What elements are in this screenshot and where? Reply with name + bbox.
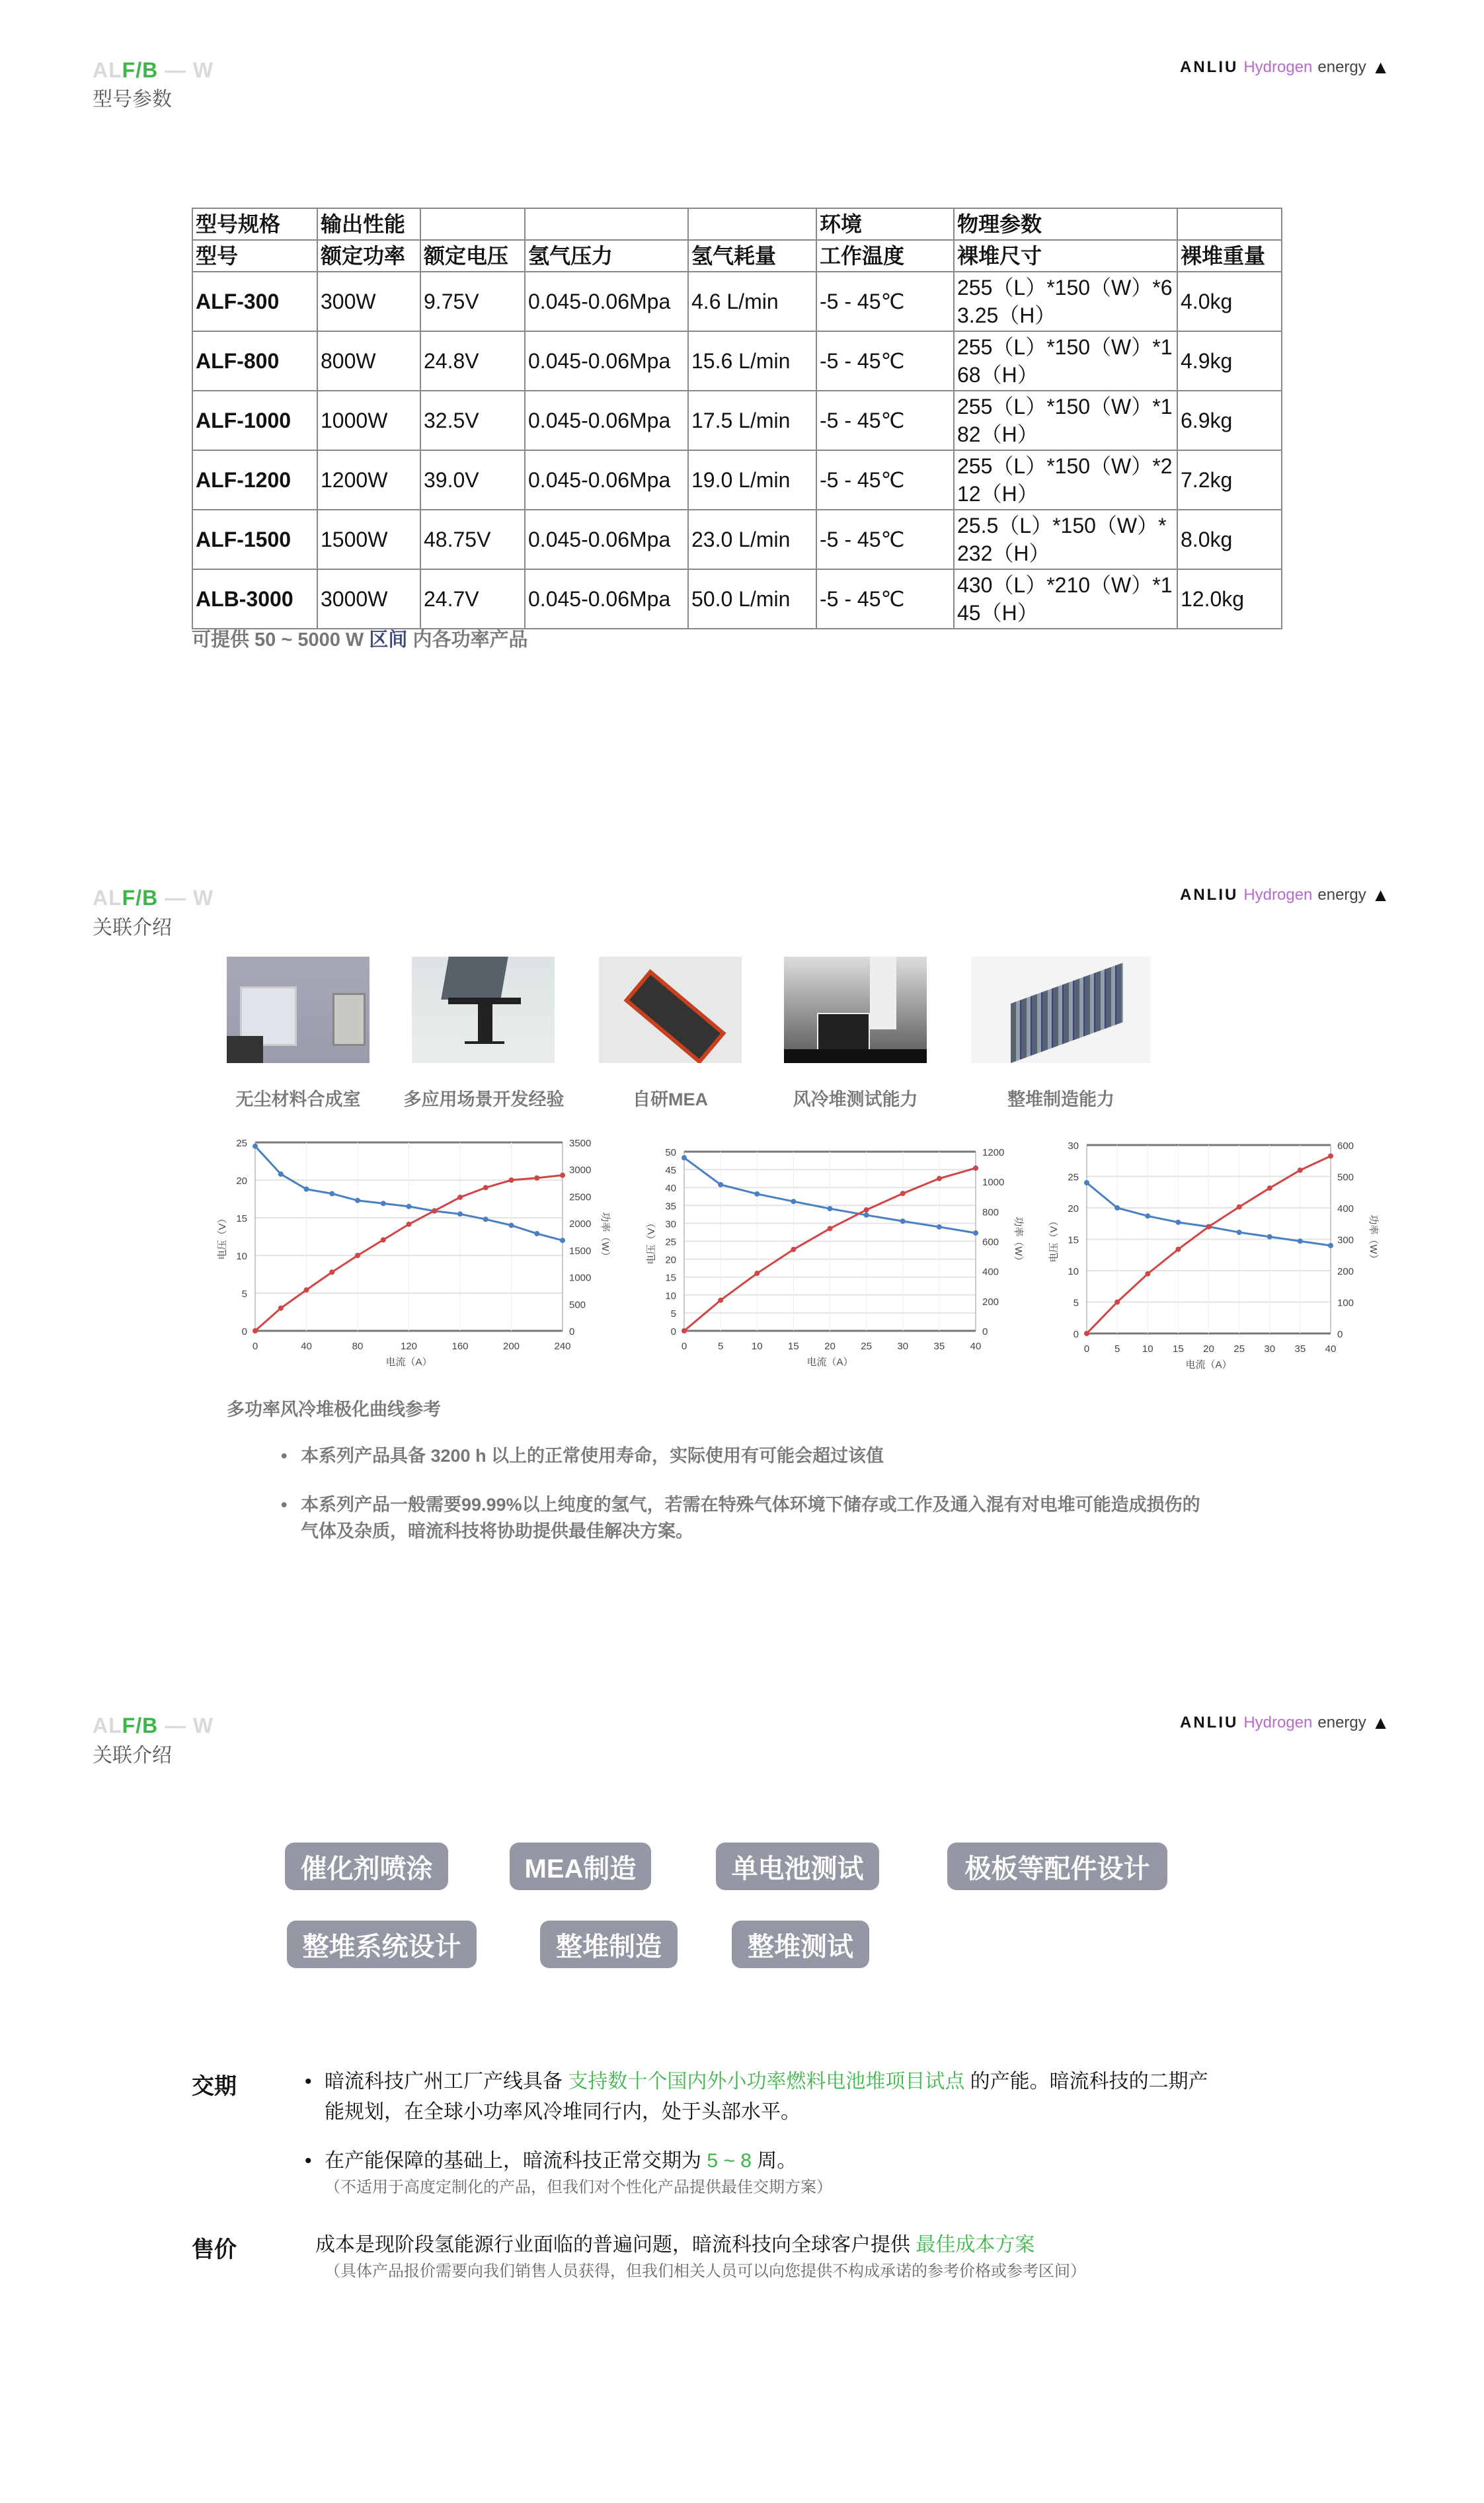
y-tick-label: 5 <box>670 1308 676 1320</box>
table-cell: 型号 <box>192 240 317 272</box>
data-point <box>1175 1247 1181 1252</box>
x-tick-label: 160 <box>451 1341 469 1352</box>
table-cell: 额定功率 <box>317 240 420 272</box>
data-point <box>457 1195 463 1200</box>
y-tick-label: 35 <box>665 1201 676 1212</box>
y2-tick-label: 0 <box>569 1326 575 1337</box>
table-cell: 额定电压 <box>420 240 525 272</box>
table-cell: 0.045-0.06Mpa <box>525 569 688 629</box>
bullet-purity <box>281 1491 1200 1544</box>
data-point <box>828 1226 833 1231</box>
logo-energy: energy <box>1317 58 1366 76</box>
tag-stack-test: 整堆测试 <box>732 1921 869 1968</box>
y2-tick-label: 500 <box>1337 1172 1354 1183</box>
data-point <box>1267 1185 1272 1191</box>
y-tick-label: 20 <box>665 1254 676 1266</box>
y-tick-label: 10 <box>236 1251 247 1262</box>
logo-energy: energy <box>1317 886 1366 904</box>
table-cell: ALB-3000 <box>192 569 317 629</box>
x-tick-label: 0 <box>252 1341 258 1352</box>
y-tick-label: 0 <box>1073 1329 1079 1340</box>
y-tick-label: 5 <box>241 1289 247 1300</box>
y2-tick-label: 3500 <box>569 1138 592 1149</box>
y-tick-label: 15 <box>1068 1234 1079 1246</box>
table-cell: 型号规格 <box>192 208 317 240</box>
photo-label: 自研MEA <box>633 1090 708 1109</box>
x-tick-label: 25 <box>861 1341 872 1352</box>
table-cell: 19.0 L/min <box>688 450 816 510</box>
x-axis-label: 电流（A） <box>806 1357 853 1368</box>
y-tick-label: 30 <box>1068 1140 1079 1152</box>
x-tick-label: 200 <box>502 1341 520 1352</box>
table-cell: 24.8V <box>420 331 525 391</box>
x-tick-label: 240 <box>554 1341 571 1352</box>
table-row <box>192 272 1282 331</box>
data-point <box>754 1271 760 1276</box>
table-cell: 300W <box>317 272 420 331</box>
brand-title <box>93 58 214 83</box>
table-cell: 255（L）*150（W）*212（H） <box>954 450 1177 510</box>
data-point <box>864 1212 869 1218</box>
x-tick-label: 40 <box>1325 1343 1337 1355</box>
table-cell: 4.6 L/min <box>688 272 816 331</box>
y2-tick-label: 300 <box>1337 1234 1354 1246</box>
bullet-dot-icon: • <box>305 2150 312 2172</box>
data-point <box>973 1166 978 1171</box>
table-cell: 0.045-0.06Mpa <box>525 331 688 391</box>
x-tick-label: 0 <box>1083 1343 1090 1355</box>
spec-table <box>192 208 1282 629</box>
table-cell: 裸堆重量 <box>1177 240 1282 272</box>
y-tick-label: 15 <box>665 1272 676 1284</box>
x-tick-label: 80 <box>352 1341 364 1352</box>
brand-prefix: AL <box>93 886 122 910</box>
data-point <box>407 1222 412 1227</box>
table-cell: -5 - 45℃ <box>816 391 954 450</box>
data-point <box>937 1224 942 1230</box>
table-cell: 255（L）*150（W）*182（H） <box>954 391 1177 450</box>
section-subtitle: 型号参数 <box>93 89 172 110</box>
delivery-bullet-lead-time <box>305 2146 797 2176</box>
data-point <box>381 1237 386 1242</box>
table-cell: 1200W <box>317 450 420 510</box>
table-cell: 7.2kg <box>1177 450 1282 510</box>
data-point <box>304 1287 309 1292</box>
table-cell: 0.045-0.06Mpa <box>525 391 688 450</box>
y-tick-label: 25 <box>236 1138 247 1149</box>
table-cell: 环境 <box>816 208 954 240</box>
data-point <box>937 1176 942 1181</box>
power-range-note <box>192 625 527 652</box>
table-cell: 9.75V <box>420 272 525 331</box>
tag-stack-system-design: 整堆系统设计 <box>287 1921 477 1968</box>
data-point <box>278 1306 284 1311</box>
y2-tick-label: 400 <box>1337 1203 1354 1214</box>
table-cell <box>688 208 816 240</box>
data-point <box>1084 1180 1089 1185</box>
logo-a-icon: ▲ <box>1371 885 1390 905</box>
data-point <box>1267 1234 1272 1240</box>
data-point <box>534 1175 539 1181</box>
photo-label: 无尘材料合成室 <box>235 1090 361 1109</box>
table-cell: -5 - 45℃ <box>816 569 954 629</box>
bullet-text: 本系列产品一般需要99.99%以上纯度的氢气，若需在特殊气体环境下储存或工作及通入混有对电堆可能造成损伤的 <box>301 1495 1200 1515</box>
table-cell: 0.045-0.06Mpa <box>525 450 688 510</box>
logo-anliu: ANLIU <box>1180 886 1239 904</box>
x-tick-label: 35 <box>933 1341 945 1352</box>
table-cell: 23.0 L/min <box>688 510 816 569</box>
table-cell: -5 - 45℃ <box>816 450 954 510</box>
y-tick-label: 50 <box>665 1147 676 1158</box>
y-tick-label: 25 <box>665 1236 676 1248</box>
table-cell: ALF-1000 <box>192 391 317 450</box>
y2-tick-label: 800 <box>982 1207 999 1218</box>
bullet-text: 气体及杂质，暗流科技将协助提供最佳解决方案。 <box>301 1521 693 1541</box>
data-point <box>534 1231 539 1236</box>
company-logo <box>1180 885 1390 906</box>
x-tick-label: 5 <box>717 1341 724 1352</box>
section-subtitle: 关联介绍 <box>93 1745 172 1767</box>
y2-tick-label: 500 <box>569 1299 586 1311</box>
photo-clean-room <box>227 957 370 1063</box>
data-point <box>791 1199 796 1204</box>
chart-caption: 多功率风冷堆极化曲线参考 <box>227 1400 441 1419</box>
y2-tick-label: 0 <box>1337 1329 1343 1340</box>
table-cell: 物理参数 <box>954 208 1177 240</box>
table-cell: ALF-1200 <box>192 450 317 510</box>
company-logo <box>1180 57 1390 78</box>
data-point <box>1298 1168 1303 1173</box>
table-cell: 氢气压力 <box>525 240 688 272</box>
table-cell: 430（L）*210（W）*145（H） <box>954 569 1177 629</box>
logo-a-icon: ▲ <box>1371 57 1390 77</box>
y2-axis-label: 功率（W） <box>1368 1214 1379 1264</box>
table-cell: ALF-800 <box>192 331 317 391</box>
x-tick-label: 20 <box>1203 1343 1214 1355</box>
y2-tick-label: 600 <box>1337 1140 1354 1152</box>
data-point <box>1237 1230 1242 1235</box>
delivery-note: （不适用于高度定制化的产品，但我们对个性化产品提供最佳交期方案） <box>325 2178 832 2196</box>
table-cell: 50.0 L/min <box>688 569 816 629</box>
logo-hydrogen: Hydrogen <box>1243 1714 1313 1731</box>
data-point <box>864 1207 869 1212</box>
y2-axis-label: 功率（W） <box>600 1212 611 1261</box>
data-point <box>560 1238 565 1243</box>
note-part: 内各功率产品 <box>407 629 528 651</box>
highlight: 最佳成本方案 <box>916 2234 1035 2256</box>
data-point <box>560 1173 565 1178</box>
table-row <box>192 510 1282 569</box>
data-point <box>1298 1238 1303 1244</box>
x-tick-label: 10 <box>751 1341 763 1352</box>
data-point <box>1328 1154 1333 1159</box>
y2-tick-label: 1500 <box>569 1245 592 1257</box>
y-tick-label: 10 <box>1068 1266 1079 1277</box>
company-logo <box>1180 1712 1390 1733</box>
delivery-label: 交期 <box>192 2074 237 2099</box>
table-cell: 氢气耗量 <box>688 240 816 272</box>
brand-suffix: — W <box>158 886 214 910</box>
table-cell: -5 - 45℃ <box>816 331 954 391</box>
data-point <box>381 1201 386 1206</box>
logo-hydrogen: Hydrogen <box>1243 58 1313 76</box>
bullet-lifetime <box>281 1443 884 1469</box>
brand-suffix: — W <box>158 58 214 82</box>
y2-tick-label: 600 <box>982 1236 999 1248</box>
brand-prefix: AL <box>93 58 122 82</box>
text: 在产能保障的基础上，暗流科技正常交期为 <box>325 2150 707 2172</box>
table-cell: -5 - 45℃ <box>816 510 954 569</box>
table-cell: 工作温度 <box>816 240 954 272</box>
y2-tick-label: 3000 <box>569 1164 592 1176</box>
data-point <box>1206 1224 1212 1230</box>
table-cell: 15.6 L/min <box>688 331 816 391</box>
data-point <box>682 1328 687 1333</box>
data-point <box>457 1211 463 1216</box>
data-point <box>407 1204 412 1209</box>
data-point <box>828 1206 833 1211</box>
bullet-dot-icon: • <box>281 1446 288 1466</box>
table-cell: 39.0V <box>420 450 525 510</box>
table-cell <box>420 208 525 240</box>
brand-mid: F/B <box>122 886 159 910</box>
table-row <box>192 391 1282 450</box>
data-point <box>718 1182 723 1187</box>
polarization-charts <box>0 1124 1484 1375</box>
bullet-text: 本系列产品具备 3200 h 以上的正常使用寿命，实际使用有可能会超过该值 <box>301 1446 884 1466</box>
data-point <box>973 1230 978 1236</box>
x-tick-label: 30 <box>897 1341 909 1352</box>
logo-energy: energy <box>1317 1714 1366 1731</box>
x-tick-label: 20 <box>824 1341 836 1352</box>
delivery-bullet-capacity <box>305 2067 1290 2127</box>
x-tick-label: 10 <box>1142 1343 1153 1355</box>
y-tick-label: 20 <box>1068 1203 1079 1214</box>
table-cell: 0.045-0.06Mpa <box>525 272 688 331</box>
x-axis-label: 电流（A） <box>385 1357 432 1368</box>
photo-label: 风冷堆测试能力 <box>793 1090 918 1109</box>
table-cell: 48.75V <box>420 510 525 569</box>
data-point <box>1175 1220 1181 1225</box>
y2-tick-label: 200 <box>982 1296 999 1308</box>
brand-suffix: — W <box>158 1714 214 1737</box>
section-subtitle: 关联介绍 <box>93 917 172 939</box>
data-point <box>355 1198 360 1203</box>
data-point <box>483 1185 488 1190</box>
data-point <box>355 1253 360 1258</box>
table-cell: 8.0kg <box>1177 510 1282 569</box>
data-point <box>718 1298 723 1303</box>
price-note: （具体产品报价需要向我们销售人员获得，但我们相关人员可以向您提供不构成承诺的参考价格或参考区间） <box>325 2262 1086 2280</box>
table-cell: 4.0kg <box>1177 272 1282 331</box>
x-tick-label: 15 <box>788 1341 799 1352</box>
y-tick-label: 25 <box>1068 1172 1079 1183</box>
y2-tick-label: 100 <box>1337 1297 1354 1309</box>
data-point <box>900 1191 906 1196</box>
table-row <box>192 331 1282 391</box>
data-point <box>304 1187 309 1192</box>
data-point <box>791 1247 796 1252</box>
highlight: 5 ~ 8 <box>707 2150 752 2172</box>
y2-axis-label: 功率（W） <box>1013 1216 1024 1266</box>
table-cell: 17.5 L/min <box>688 391 816 450</box>
data-point <box>432 1208 437 1213</box>
note-highlight: 区间 <box>369 629 408 651</box>
y2-tick-label: 1200 <box>982 1147 1005 1158</box>
tag-mea-manufacturing: MEA制造 <box>510 1843 651 1890</box>
table-cell: 24.7V <box>420 569 525 629</box>
table-row <box>192 569 1282 629</box>
photo-test-bench <box>784 957 927 1063</box>
y2-tick-label: 1000 <box>569 1272 592 1284</box>
data-point <box>329 1269 334 1275</box>
brand-prefix: AL <box>93 1714 122 1737</box>
data-point <box>329 1191 334 1197</box>
y-tick-label: 40 <box>665 1183 676 1195</box>
tag-single-cell-test: 单电池测试 <box>716 1843 879 1890</box>
price-label: 售价 <box>192 2237 237 2262</box>
data-point <box>1145 1271 1150 1277</box>
text: 能规划，在全球小功率风冷堆同行内，处于头部水平。 <box>325 2101 801 2123</box>
data-point <box>754 1191 760 1197</box>
brand-title <box>93 1714 214 1738</box>
table-cell: 12.0kg <box>1177 569 1282 629</box>
y2-tick-label: 1000 <box>982 1177 1005 1189</box>
x-tick-label: 35 <box>1294 1343 1306 1355</box>
logo-anliu: ANLIU <box>1180 58 1239 76</box>
text: 暗流科技广州工厂产线具备 <box>325 2071 568 2092</box>
y-tick-label: 0 <box>670 1326 676 1337</box>
table-cell <box>1177 208 1282 240</box>
data-point <box>1237 1205 1242 1210</box>
x-tick-label: 0 <box>681 1341 687 1352</box>
photo-stack <box>971 957 1151 1063</box>
y-axis-label: 电压（V） <box>217 1213 228 1260</box>
table-cell: 32.5V <box>420 391 525 450</box>
y-tick-label: 30 <box>665 1218 676 1230</box>
x-tick-label: 120 <box>400 1341 418 1352</box>
table-cell: 800W <box>317 331 420 391</box>
table-cell: 4.9kg <box>1177 331 1282 391</box>
brand-title <box>93 886 214 910</box>
table-row <box>192 208 1282 240</box>
table-cell: 25.5（L）*150（W）*232（H） <box>954 510 1177 569</box>
data-point <box>1145 1213 1150 1218</box>
data-point <box>253 1328 258 1333</box>
data-point <box>278 1172 284 1177</box>
table-cell: -5 - 45℃ <box>816 272 954 331</box>
y-tick-label: 0 <box>241 1326 247 1337</box>
x-tick-label: 30 <box>1264 1343 1276 1355</box>
data-point <box>1084 1331 1089 1336</box>
brand-mid: F/B <box>122 1714 159 1737</box>
bullet-dot-icon: • <box>281 1495 288 1515</box>
text: 周。 <box>751 2150 797 2172</box>
brand-mid: F/B <box>122 58 159 82</box>
y-tick-label: 45 <box>665 1165 676 1177</box>
x-tick-label: 25 <box>1233 1343 1245 1355</box>
data-point <box>682 1155 687 1160</box>
text: 的产能。暗流科技的二期产 <box>964 2071 1208 2092</box>
table-cell: 3000W <box>317 569 420 629</box>
tag-plate-design: 极板等配件设计 <box>947 1843 1167 1890</box>
y-axis-label: 电压（V） <box>646 1218 657 1265</box>
data-point <box>509 1222 514 1228</box>
price-text <box>315 2230 1035 2260</box>
y2-tick-label: 2500 <box>569 1191 592 1203</box>
x-tick-label: 5 <box>1114 1343 1120 1355</box>
y2-tick-label: 200 <box>1337 1266 1354 1277</box>
table-cell: 输出性能 <box>317 208 420 240</box>
photo-drone <box>412 957 555 1063</box>
table-cell: 1500W <box>317 510 420 569</box>
data-point <box>1328 1243 1333 1248</box>
x-tick-label: 40 <box>970 1341 982 1352</box>
table-cell: 0.045-0.06Mpa <box>525 510 688 569</box>
tag-stack-manufacturing: 整堆制造 <box>540 1921 678 1968</box>
data-point <box>900 1218 906 1224</box>
x-axis-label: 电流（A） <box>1185 1359 1232 1371</box>
y-tick-label: 15 <box>236 1213 247 1224</box>
data-point <box>483 1216 488 1222</box>
data-point <box>1114 1300 1120 1305</box>
data-point <box>1114 1205 1120 1211</box>
data-point <box>253 1144 258 1149</box>
text: 成本是现阶段氢能源行业面临的普遍问题，暗流科技向全球客户提供 <box>315 2234 916 2256</box>
table-cell: 255（L）*150（W）*63.25（H） <box>954 272 1177 331</box>
table-row <box>192 240 1282 272</box>
y2-tick-label: 2000 <box>569 1218 592 1230</box>
x-tick-label: 40 <box>301 1341 312 1352</box>
table-cell <box>525 208 688 240</box>
table-cell: ALF-300 <box>192 272 317 331</box>
photo-mea <box>599 957 742 1063</box>
y2-tick-label: 0 <box>982 1326 988 1337</box>
table-cell: 255（L）*150（W）*168（H） <box>954 331 1177 391</box>
table-row <box>192 450 1282 510</box>
table-cell: 6.9kg <box>1177 391 1282 450</box>
y-tick-label: 20 <box>236 1175 247 1187</box>
y2-tick-label: 400 <box>982 1266 999 1278</box>
photo-label: 多应用场景开发经验 <box>403 1090 565 1109</box>
bullet-dot-icon: • <box>305 2071 312 2092</box>
table-cell: 1000W <box>317 391 420 450</box>
tag-catalyst-coating: 催化剂喷涂 <box>285 1843 448 1890</box>
y-tick-label: 5 <box>1073 1297 1079 1309</box>
table-cell: ALF-1500 <box>192 510 317 569</box>
y-tick-label: 10 <box>665 1290 676 1302</box>
data-point <box>509 1177 514 1183</box>
logo-anliu: ANLIU <box>1180 1714 1239 1731</box>
y-axis-label: 电压（V） <box>1048 1216 1060 1263</box>
logo-a-icon: ▲ <box>1371 1712 1390 1733</box>
table-cell: 裸堆尺寸 <box>954 240 1177 272</box>
x-tick-label: 15 <box>1173 1343 1184 1355</box>
note-part: 可提供 50 ~ 5000 W <box>192 629 370 651</box>
logo-hydrogen: Hydrogen <box>1243 886 1313 904</box>
photo-label: 整堆制造能力 <box>1007 1090 1114 1109</box>
highlight: 支持数十个国内外小功率燃料电池堆项目试点 <box>568 2071 965 2092</box>
